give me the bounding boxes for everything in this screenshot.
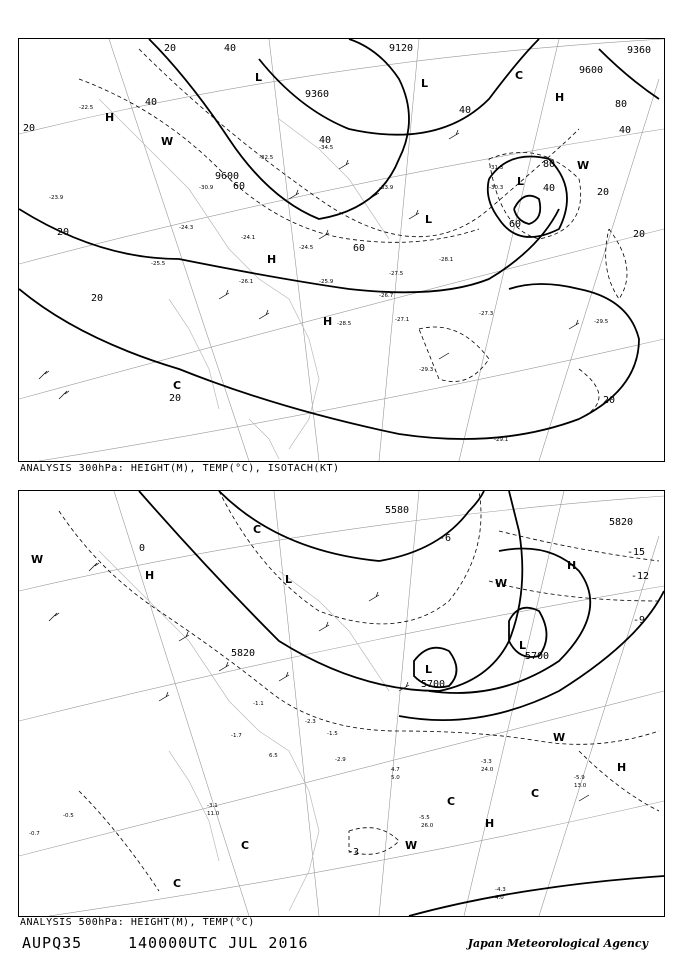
- low-center: L: [519, 639, 527, 652]
- low-center: L: [255, 71, 263, 84]
- low-center: L: [421, 77, 429, 90]
- temp-label: 5.0: [391, 775, 400, 781]
- temp-label: -2.3: [305, 719, 316, 725]
- high-center: H: [267, 253, 277, 266]
- high-center: H: [105, 111, 115, 124]
- low-center: L: [425, 663, 433, 676]
- temp-label: -25.5: [151, 261, 166, 267]
- temp-label: -1.7: [231, 733, 242, 739]
- temp-label: 13.0: [574, 783, 587, 789]
- warm-center: W: [405, 839, 418, 852]
- high-center: H: [617, 761, 627, 774]
- isotach-label: 20: [603, 395, 616, 406]
- low-center: L: [285, 573, 293, 586]
- temp-label: -25.9: [319, 279, 334, 285]
- isotach-labels: [23, 43, 645, 406]
- height-label: 5700: [525, 651, 550, 662]
- height-label: 5820: [609, 517, 634, 528]
- temp-label: -0.7: [29, 831, 40, 837]
- analysis-500hpa-map: [18, 490, 665, 917]
- cold-center: C: [447, 795, 456, 808]
- high-center: H: [485, 817, 495, 830]
- low-center: L: [425, 213, 433, 226]
- temp-label: -29.3: [419, 367, 434, 373]
- warm-center: W: [577, 159, 590, 172]
- temp-label: -29.5: [594, 319, 609, 325]
- temp-label: 11.0: [207, 811, 220, 817]
- temp-label: -5.5: [419, 815, 430, 821]
- isotach-label: 20: [91, 293, 104, 304]
- temp-label: 4.0: [495, 895, 504, 901]
- height-label: 9600: [579, 65, 604, 76]
- isotach-label: 40: [145, 97, 158, 108]
- temp-label: -1.1: [253, 701, 264, 707]
- map-300hpa-canvas: [19, 39, 664, 461]
- temp-label: 4.7: [391, 767, 400, 773]
- isotach-label: 80: [543, 159, 556, 170]
- high-center: H: [145, 569, 155, 582]
- isotach-label: 20: [597, 187, 610, 198]
- isotach-label: 20: [57, 227, 70, 238]
- isotach-label: 40: [319, 135, 332, 146]
- temp-label: -30.3: [489, 185, 504, 191]
- warm-center: W: [161, 135, 174, 148]
- temp-label: -1.5: [327, 731, 338, 737]
- temp-label: -31.3: [489, 165, 504, 171]
- low-center: L: [517, 175, 525, 188]
- temp-label: -32.5: [259, 155, 274, 161]
- height-label: 5820: [231, 648, 256, 659]
- height-label: 5700: [421, 679, 446, 690]
- temp-label: -3.3: [481, 759, 492, 765]
- isotach-label: 60: [509, 219, 522, 230]
- height-label: 5580: [385, 505, 410, 516]
- isotherm-label: -12: [631, 571, 650, 582]
- warm-center: W: [553, 731, 566, 744]
- isotach-label: 20: [633, 229, 646, 240]
- warm-center: W: [31, 553, 44, 566]
- temp-label: -5.9: [574, 775, 585, 781]
- temp-label: -2.9: [335, 757, 346, 763]
- isotach-label: 20: [169, 393, 182, 404]
- isotach-label: 40: [459, 105, 472, 116]
- temp-label: 24.0: [481, 767, 494, 773]
- chart-identifier: AUPQ35: [22, 934, 83, 952]
- isotach-label: 40: [543, 183, 556, 194]
- temp-label: -24.3: [179, 225, 194, 231]
- cold-center: C: [531, 787, 540, 800]
- pressure-centers: [31, 523, 626, 890]
- height-label: 9360: [627, 45, 652, 56]
- isotherm-label: -15: [627, 547, 646, 558]
- pressure-centers: [105, 69, 589, 392]
- upper-panel-caption: ANALYSIS 300hPa: HEIGHT(M), TEMP(°C), ISOTACH(KT): [20, 463, 340, 474]
- temp-label: -27.3: [479, 311, 494, 317]
- temp-label: -4.3: [495, 887, 506, 893]
- temp-label: -24.1: [241, 235, 256, 241]
- temp-label: -33.9: [379, 185, 394, 191]
- cold-center: C: [515, 69, 524, 82]
- graticule: [19, 39, 664, 461]
- cold-center: C: [253, 523, 262, 536]
- high-center: H: [555, 91, 565, 104]
- isotherm-label: -3: [347, 847, 360, 858]
- cold-center: C: [173, 877, 182, 890]
- isotach-label: 40: [619, 125, 632, 136]
- temp-label: -26.1: [239, 279, 254, 285]
- isotach-label: 80: [615, 99, 628, 110]
- temp-label: -30.9: [199, 185, 214, 191]
- temp-label: -0.5: [63, 813, 74, 819]
- temp-label: -34.5: [319, 145, 334, 151]
- high-center: H: [323, 315, 333, 328]
- temp-label: -29.1: [494, 437, 509, 443]
- temp-label: -24.5: [299, 245, 314, 251]
- height-contours: [139, 491, 664, 916]
- chart-valid-time: 140000UTC JUL 2016: [128, 934, 309, 952]
- temp-label: -22.5: [79, 105, 94, 111]
- temperature-labels: [49, 105, 609, 443]
- isotach-label: 60: [353, 243, 366, 254]
- temp-label: -26.7: [379, 293, 394, 299]
- map-500hpa-canvas: [19, 491, 664, 916]
- isotherm-label: -6: [439, 533, 452, 544]
- temp-label: 6.5: [269, 753, 278, 759]
- wind-barbs: [49, 563, 589, 801]
- isotherm-label: 0: [139, 543, 146, 554]
- isotach-label: 40: [224, 43, 237, 54]
- height-label: 9600: [215, 171, 240, 182]
- temp-label: -23.9: [49, 195, 64, 201]
- temp-label: -27.5: [389, 271, 404, 277]
- isotherm-label: -9: [633, 615, 646, 626]
- height-label: 9360: [305, 89, 330, 100]
- cold-center: C: [173, 379, 182, 392]
- height-label: 9120: [389, 43, 414, 54]
- analysis-300hpa-map: [18, 38, 665, 462]
- temp-label: 26.0: [421, 823, 434, 829]
- lower-panel-caption: ANALYSIS 500hPa: HEIGHT(M), TEMP(°C): [20, 917, 255, 928]
- isotach-label: 20: [23, 123, 36, 134]
- temp-label: -3.1: [207, 803, 218, 809]
- temp-label: -28.1: [439, 257, 454, 263]
- isotach-label: 60: [233, 181, 246, 192]
- high-center: H: [567, 559, 577, 572]
- issuing-agency: Japan Meteorological Agency: [467, 937, 648, 950]
- temp-label: -28.5: [337, 321, 352, 327]
- temperature-labels: [29, 701, 587, 901]
- isotherm-contours: [59, 491, 659, 891]
- height-labels: [231, 505, 633, 690]
- temp-label: -27.1: [395, 317, 410, 323]
- isotach-label: 20: [164, 43, 177, 54]
- cold-center: C: [241, 839, 250, 852]
- warm-center: W: [495, 577, 508, 590]
